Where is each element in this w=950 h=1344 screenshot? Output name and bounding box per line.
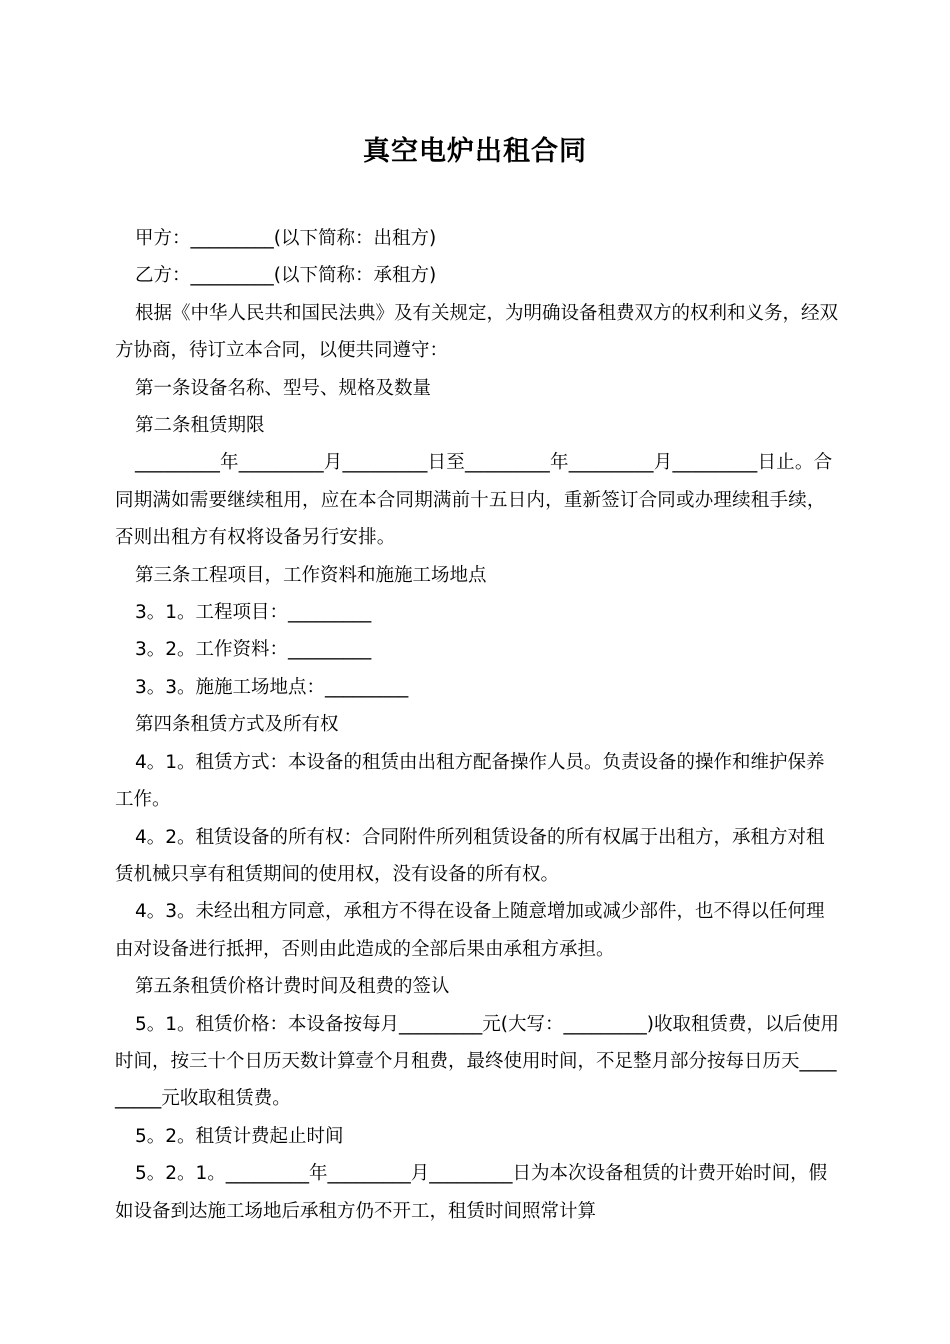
clause-3-3: 3。3。施施工场地点：_________ [135,676,409,698]
document-body [115,220,840,1230]
clause-5-2-1: 5。2。1。_________年_________月_________日为本次设备租赁的计费开始时间，假如设备到达施工场地后承租方仍不开工，租赁时间照常计算 [115,1163,828,1222]
clause-4-2: 4。2。租赁设备的所有权：合同附件所列租赁设备的所有权属于出租方，承租方对租赁机械只享有租赁期间的使用权，没有设备的所有权。 [115,826,825,885]
preamble-paragraph: 根据《中华人民共和国民法典》及有关规定，为明确设备租费双方的权利和义务，经双方协商，待订立本合同，以便共同遵守： [115,302,839,362]
party-a-line: 甲方：_________(以下简称：出租方) [135,228,437,249]
lease-term-paragraph: _________年_________月_________日至_________年_________月_________日止。合同期满如需要继续租用，应在本合同期满前十五日内，重新签订合同或办理续租手续，否则出租方有权将设备另行安排。 [115,452,833,549]
clause-4-3: 4。3。未经出租方同意，承租方不得在设备上随意增加或减少部件，也不得以任何理由对设备进行抵押，否则由此造成的全部后果由承租方承担。 [115,901,825,960]
clause-3-2: 3。2。工作资料：_________ [135,639,372,661]
article-1-heading: 第一条设备名称、型号、规格及数量 [135,377,432,399]
article-4-heading: 第四条租赁方式及所有权 [135,714,339,736]
article-3-heading: 第三条工程项目，工作资料和施施工场地点 [135,564,487,586]
article-5-heading: 第五条租赁价格计费时间及租费的签认 [135,976,450,998]
clause-5-1: 5。1。租赁价格：本设备按每月_________元(大写：_________)收取租赁费，以后使用时间，按三十个日历天数计算壹个月租费，最终使用时间，不足整月部分按每日历天_________元收取租赁费。 [115,1013,839,1110]
clause-4-1: 4。1。租赁方式：本设备的租赁由出租方配备操作人员。负责设备的操作和维护保养工作。 [115,751,825,811]
article-2-heading: 第二条租赁期限 [135,415,265,437]
document-title: 真空电炉出租合同 [363,136,587,167]
clause-5-2: 5。2。租赁计费起止时间 [135,1125,344,1147]
clause-3-1: 3。1。工程项目：_________ [135,602,372,624]
party-b-line: 乙方：_________(以下简称：承租方) [135,265,437,287]
